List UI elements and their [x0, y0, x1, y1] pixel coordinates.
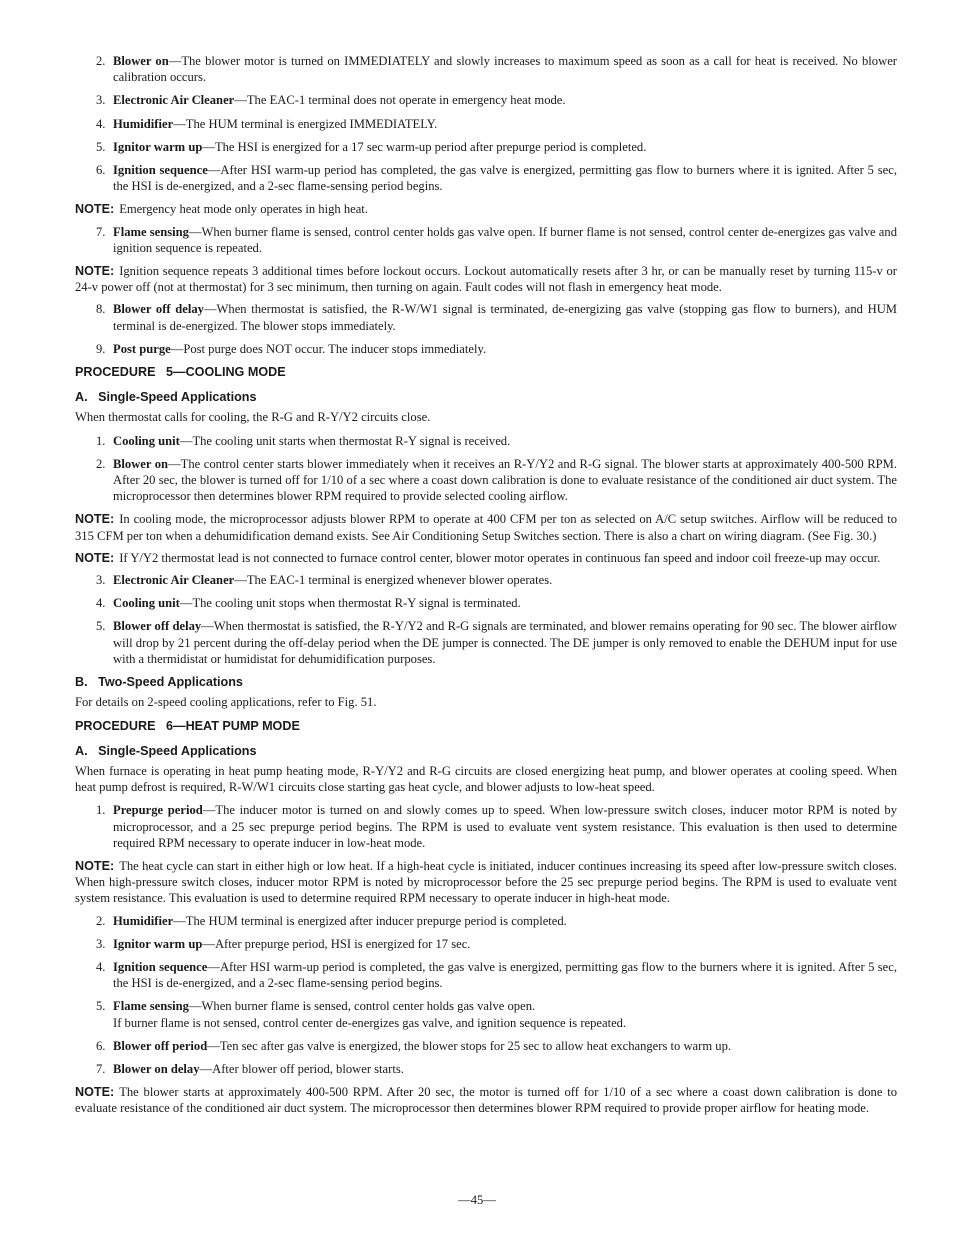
list-item-lead: Electronic Air Cleaner	[113, 93, 235, 108]
note-text: Ignition sequence repeats 3 additional times before lockout occurs. Lockout automatically resets after 3 hr, or can be manually reset by turning 115-v or 24-v power off (not at thermostat) for 3 sec minimum, then turning on again. Fault codes will not flash in emergency heat mode.	[75, 264, 897, 295]
procedure-heading: PROCEDURE 5—COOLING MODE	[75, 365, 286, 380]
list-item-text: —The cooling unit stops when thermostat R-Y signal is terminated.	[179, 596, 521, 611]
list-item-text: —The control center starts blower immediately when it receives an R-Y/Y2 and R-G signal. The blower starts at approximately 400-500 RPM. After 20 sec, the blower is turned off for 1/10 of a sec where a coast down calibration is done to evaluate resistance of the conditioned air duct system. The microprocessor then determines blower RPM required to provide selected cooling airflow.	[113, 456, 897, 504]
list-item-number: 8.	[96, 302, 106, 317]
note-label: NOTE:	[75, 1085, 115, 1100]
list-item-number: 2.	[96, 913, 106, 928]
list-item-text: —Post purge does NOT occur. The inducer stops immediately.	[170, 341, 487, 356]
list-item-lead: Cooling unit	[113, 433, 180, 448]
list-item-text: —When burner flame is sensed, control center holds gas valve open.	[188, 999, 536, 1014]
note-text: Emergency heat mode only operates in high heat.	[119, 202, 368, 217]
note-label: NOTE:	[75, 202, 115, 217]
list-item-number: 4.	[96, 116, 106, 131]
list-item-number: 1.	[96, 433, 106, 448]
list-item-text: —When thermostat is satisfied, the R-W/W1 signal is terminated, de-energizing gas valve (stopping gas flow to burners), and HUM terminal is de-energized. The blower stops immediately.	[113, 302, 897, 333]
note-label: NOTE:	[75, 264, 115, 279]
paragraph: When furnace is operating in heat pump heating mode, R-Y/Y2 and R-G circuits are closed energizing heat pump, and blower operates at cooling speed. When heat pump defrost is required, R-W/W1 circuits close starting gas heat cycle, and blower adjusts to low-heat speed.	[75, 763, 897, 795]
list-item-lead: Post purge	[113, 341, 171, 356]
list-item-lead: Blower on delay	[113, 1061, 200, 1076]
list-item-text: —The HUM terminal is energized IMMEDIATELY.	[173, 116, 438, 131]
list-item-text: —The cooling unit starts when thermostat R-Y signal is received.	[179, 433, 511, 448]
list-item	[75, 618, 897, 667]
list-item-lead: Blower off delay	[113, 619, 202, 634]
list-item-number: 3.	[96, 936, 106, 951]
note	[75, 263, 897, 295]
list-item-lead: Ignitor warm up	[113, 936, 203, 951]
list-item	[75, 224, 897, 256]
list-item-number: 5.	[96, 139, 106, 154]
list-item	[75, 802, 897, 851]
note-text: If Y/Y2 thermostat lead is not connected to furnace control center, blower motor operates in continuous fan speed and indoor coil freeze-up may occur.	[119, 550, 881, 565]
list-item	[75, 595, 897, 611]
list-item	[75, 1061, 897, 1077]
list-item	[75, 301, 897, 333]
note-text: In cooling mode, the microprocessor adjusts blower RPM to operate at 400 CFM per ton as selected on A/C setup switches. Airflow will be reduced to 315 CFM per ton when a dehumidification demand exists. See Air Conditioning Setup Switches section. There is also a chart on wiring diagram. (See Fig. 30.)	[75, 512, 897, 543]
list-item	[75, 959, 897, 991]
list-item-lead: Electronic Air Cleaner	[113, 573, 235, 588]
list-item	[75, 53, 897, 85]
list-item-number: 5.	[96, 619, 106, 634]
list-item	[75, 162, 897, 194]
document-body	[75, 53, 897, 1123]
list-item-lead: Prepurge period	[113, 803, 203, 818]
list-item-text: —When thermostat is satisfied, the R-Y/Y2 and R-G signals are terminated, and blower remains operating for 90 sec. The blower airflow will drop by 21 percent during the off-delay period when the DE jumper is connected. The DE jumper is only removed to enable the DEHUM input for use with a thermidistat or humidistat for dehumidification purposes.	[113, 619, 897, 666]
list-item-text: —The EAC-1 terminal is energized whenever blower operates.	[234, 573, 553, 588]
list-item	[75, 341, 897, 357]
list-item-number: 9.	[96, 341, 106, 356]
list-item-text: —The EAC-1 terminal does not operate in emergency heat mode.	[234, 93, 566, 108]
page-number: —45—	[458, 1193, 496, 1207]
list-item-number: 1.	[96, 803, 106, 818]
list-item-lead: Humidifier	[113, 116, 174, 131]
list-item-lead: Flame sensing	[113, 224, 189, 239]
note-text: The blower starts at approximately 400-500 RPM. After 20 sec, the motor is turned off for 1/10 of a sec where a coast down calibration is done to evaluate resistance of the conditioned air duct system. The microprocessor then determines blower RPM required to provide proper airflow for heating mode.	[75, 1085, 897, 1116]
list-item-text: —After HSI warm-up period is completed, the gas valve is energized, permitting gas flow to the burners where it is ignited. After 5 sec, the HSI is de-energized, and a 2-sec flame-sensing period begins.	[113, 959, 897, 991]
list-item-text: —After HSI warm-up period has completed, the gas valve is energized, permitting gas flow to burners where it is ignited. After 5 sec, the HSI is de-energized, and a 2-sec flame-sensing period begins.	[113, 163, 897, 194]
note	[75, 858, 897, 907]
paragraph: When thermostat calls for cooling, the R-G and R-Y/Y2 circuits close.	[75, 410, 431, 425]
list-item-number: 3.	[96, 573, 106, 588]
list-item-lead: Cooling unit	[113, 596, 180, 611]
list-item-lead: Blower on	[113, 54, 169, 68]
list-item-number: 6.	[96, 163, 106, 178]
list-item-number: 3.	[96, 93, 106, 108]
list-item-lead: Ignitor warm up	[113, 139, 203, 154]
list-item-text: —The HUM terminal is energized after inducer prepurge period is completed.	[173, 913, 567, 928]
list-item-lead: Blower on	[113, 456, 169, 471]
list-item-text: —The HSI is energized for a 17 sec warm-up period after prepurge period is completed.	[202, 139, 647, 154]
note	[75, 550, 897, 566]
note-label: NOTE:	[75, 512, 115, 527]
list-item-lead: Ignition sequence	[113, 163, 208, 178]
list-item-text: —Ten sec after gas valve is energized, the blower stops for 25 sec to allow heat exchangers to warm up.	[207, 1038, 732, 1053]
list-item	[75, 92, 897, 108]
note	[75, 1084, 897, 1116]
list-item-number: 2.	[96, 456, 106, 471]
list-item	[75, 116, 897, 132]
list-item	[75, 936, 897, 952]
list-item-number: 7.	[96, 224, 106, 239]
list-item-lead: Ignition sequence	[113, 959, 208, 974]
list-item-text: —The blower motor is turned on IMMEDIATELY and slowly increases to maximum speed as soon as a call for heat is received. No blower calibration occurs.	[113, 54, 897, 85]
list-item-number: 5.	[96, 999, 106, 1014]
note-label: NOTE:	[75, 858, 115, 873]
list-item-text: —After prepurge period, HSI is energized for 17 sec.	[202, 936, 471, 951]
list-item-number: 6.	[96, 1038, 106, 1053]
list-item-number: 4.	[96, 959, 106, 974]
note-text: The heat cycle can start in either high or low heat. If a high-heat cycle is initiated, inducer continues increasing its speed after low-pressure switch closes. When high-pressure switch closes, inducer motor RPM is noted by microprocessor before the 25 sec prepurge period begins. The RPM is used to evaluate vent system resistance. This evaluation is used to determine required RPM necessary to operate inducer in high-heat mode.	[75, 858, 897, 906]
list-item	[75, 456, 897, 505]
list-item-number: 7.	[96, 1061, 106, 1076]
list-item	[75, 913, 897, 929]
list-item-text: —When burner flame is sensed, control center holds gas valve open. If burner flame is not sensed, control center de-energizes gas valve and ignition sequence is repeated.	[113, 224, 897, 255]
procedure-heading: PROCEDURE 6—HEAT PUMP MODE	[75, 718, 300, 733]
list-item-lead: Blower off period	[113, 1038, 208, 1053]
list-item-lead: Humidifier	[113, 913, 174, 928]
list-item	[75, 1038, 897, 1054]
section-heading: A. Single-Speed Applications	[75, 743, 257, 758]
list-item	[75, 572, 897, 588]
section-heading: B. Two-Speed Applications	[75, 675, 243, 690]
list-item-lead: Flame sensing	[113, 999, 189, 1014]
list-item-lead: Blower off delay	[113, 302, 204, 317]
note	[75, 511, 897, 543]
note-label: NOTE:	[75, 550, 115, 565]
list-item	[75, 139, 897, 155]
list-item-text-continued: If burner flame is not sensed, control center de-energizes gas valve, and ignition sequence is repeated.	[113, 1015, 627, 1030]
paragraph: For details on 2-speed cooling applications, refer to Fig. 51.	[75, 695, 377, 710]
list-item-number: 4.	[96, 596, 106, 611]
list-item	[75, 433, 897, 449]
section-heading: A. Single-Speed Applications	[75, 390, 257, 405]
list-item-text: —After blower off period, blower starts.	[199, 1061, 404, 1076]
list-item-text: —The inducer motor is turned on and slowly comes up to speed. When low-pressure switch closes, inducer motor RPM is noted by microprocessor, and a 25 sec prepurge period begins. The RPM is used to evaluate vent system resistance. This evaluation is then used to determine required RPM necessary to operate inducer in low-heat mode.	[113, 803, 898, 850]
note	[75, 201, 897, 217]
list-item	[75, 998, 897, 1030]
list-item-number: 2.	[96, 54, 106, 68]
